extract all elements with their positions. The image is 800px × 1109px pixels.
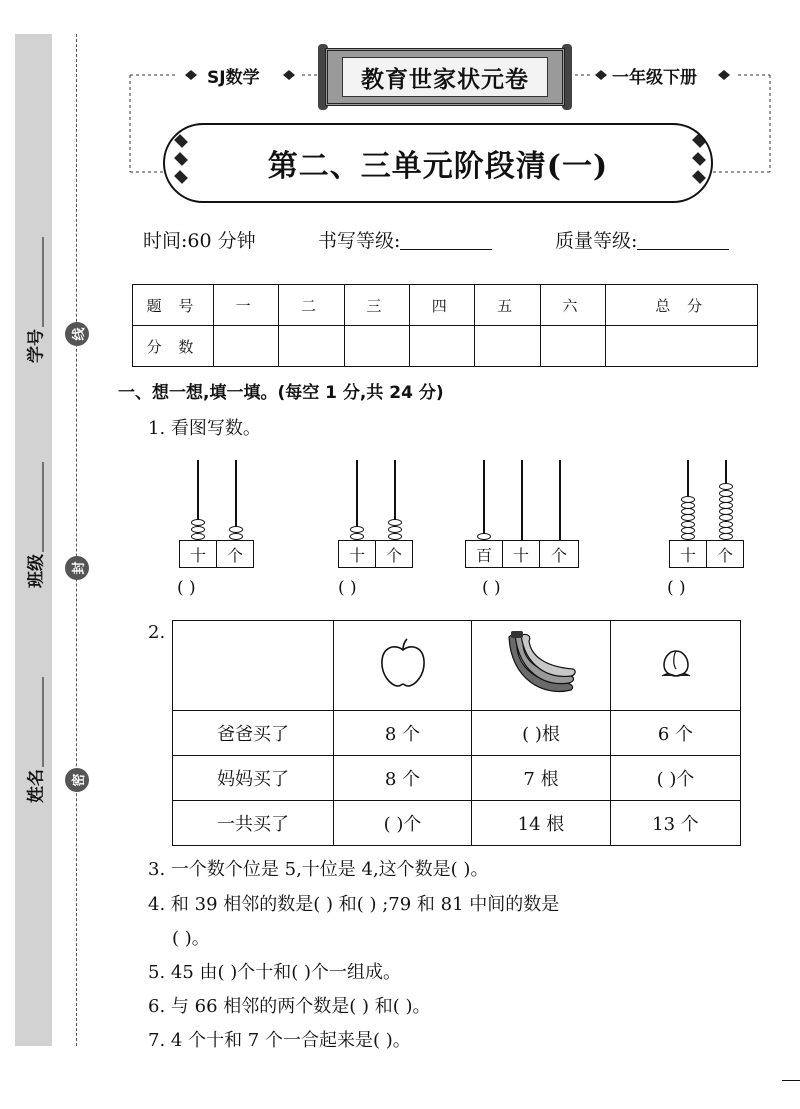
bead xyxy=(681,527,695,534)
bead xyxy=(681,521,695,528)
question-3: 3. 一个数个位是 5,十位是 4,这个数是( )。 xyxy=(148,859,489,880)
time-info: 时间:60 分钟 xyxy=(143,230,256,252)
answer-a[interactable]: ( ) xyxy=(177,578,196,598)
cell: 8 个 xyxy=(334,711,472,756)
answer-cell[interactable]: ( )根 xyxy=(472,711,611,756)
fruit-row-mom xyxy=(173,756,741,801)
abacus-c xyxy=(465,458,579,570)
page-mark xyxy=(782,1080,800,1081)
row-label: 分 数 xyxy=(133,326,214,367)
answer-c[interactable]: ( ) xyxy=(482,578,501,598)
writing-grade: 书写等级: xyxy=(318,226,492,253)
question-4: 4. 和 39 相邻的数是( ) 和( ) ;79 和 81 中间的数是 xyxy=(148,894,560,915)
abacus-label: 个 xyxy=(375,540,413,568)
quality-grade-blank[interactable] xyxy=(637,249,729,250)
writing-grade-blank[interactable] xyxy=(400,249,492,250)
bead xyxy=(719,502,733,509)
score-header-row xyxy=(133,285,758,326)
subject-tag: SJ数学 xyxy=(207,68,260,88)
abacus-label: 个 xyxy=(216,540,254,568)
quality-grade: 质量等级: xyxy=(555,226,729,253)
abacus-d xyxy=(669,458,745,570)
score-cell[interactable] xyxy=(214,326,279,367)
class-blank[interactable] xyxy=(43,462,44,552)
score-cell[interactable] xyxy=(540,326,605,367)
answer-b[interactable]: ( ) xyxy=(338,578,357,598)
fruit-row-dad xyxy=(173,711,741,756)
name-label: 姓名 xyxy=(22,677,47,803)
bead xyxy=(719,521,733,528)
question-4-cont: ( )。 xyxy=(172,928,210,949)
abacus-label: 个 xyxy=(706,540,744,568)
apple-cell xyxy=(334,621,472,711)
col-4: 四 xyxy=(410,285,475,326)
col-2: 二 xyxy=(279,285,344,326)
apple-icon xyxy=(378,637,428,689)
bead xyxy=(719,490,733,497)
bead xyxy=(719,496,733,503)
student-number-blank[interactable] xyxy=(43,237,44,327)
question-1: 1. 看图写数。 xyxy=(148,418,261,439)
bead xyxy=(681,496,695,503)
page-title: 第二、三单元阶段清(一) xyxy=(163,123,713,203)
row-label: 一共买了 xyxy=(173,801,334,846)
bead xyxy=(719,527,733,534)
abacus-label: 十 xyxy=(179,540,217,568)
score-cell[interactable] xyxy=(279,326,344,367)
peach-icon xyxy=(658,645,694,681)
abacus-label: 个 xyxy=(539,540,579,568)
banana-cell xyxy=(472,621,611,711)
brand-title: 教育世家状元卷 xyxy=(342,57,548,97)
bead xyxy=(719,533,733,540)
row-label: 爸爸买了 xyxy=(173,711,334,756)
empty-corner xyxy=(173,621,334,711)
bead xyxy=(719,483,733,490)
score-value-row xyxy=(133,326,758,367)
bead xyxy=(681,514,695,521)
fruit-table xyxy=(172,620,741,846)
cell: 13 个 xyxy=(611,801,741,846)
score-cell[interactable] xyxy=(344,326,409,367)
cell: 6 个 xyxy=(611,711,741,756)
bead xyxy=(719,514,733,521)
question-6: 6. 与 66 相邻的两个数是( ) 和( )。 xyxy=(148,996,431,1017)
score-cell[interactable] xyxy=(475,326,540,367)
grade-tag: 一年级下册 xyxy=(612,68,697,88)
abacus-label: 十 xyxy=(338,540,376,568)
col-6: 六 xyxy=(540,285,605,326)
question-5: 5. 45 由( )个十和( )个一组成。 xyxy=(148,962,402,983)
section-title: 一、想一想,填一填。(每空 1 分,共 24 分) xyxy=(118,383,444,403)
header-label: 题 号 xyxy=(133,285,214,326)
score-cell[interactable] xyxy=(606,326,758,367)
fruit-row-total xyxy=(173,801,741,846)
col-1: 一 xyxy=(214,285,279,326)
bead xyxy=(681,533,695,540)
col-total: 总 分 xyxy=(606,285,758,326)
question-7: 7. 4 个十和 7 个一合起来是( )。 xyxy=(148,1030,411,1051)
abacus-label: 十 xyxy=(502,540,540,568)
class-label: 班级 xyxy=(22,462,47,588)
score-table xyxy=(132,284,758,367)
col-5: 五 xyxy=(475,285,540,326)
banana-icon xyxy=(503,631,579,695)
cell: 14 根 xyxy=(472,801,611,846)
student-number-label: 学号 xyxy=(22,237,47,363)
name-blank[interactable] xyxy=(43,677,44,767)
cell: 8 个 xyxy=(334,756,472,801)
score-cell[interactable] xyxy=(410,326,475,367)
question-2-number: 2. xyxy=(148,622,166,643)
answer-cell[interactable]: ( )个 xyxy=(334,801,472,846)
abacus-a xyxy=(179,458,255,570)
col-3: 三 xyxy=(344,285,409,326)
fruit-header-row xyxy=(173,621,741,711)
answer-d[interactable]: ( ) xyxy=(667,578,686,598)
bead xyxy=(681,502,695,509)
brand-scroll xyxy=(325,48,565,106)
answer-cell[interactable]: ( )个 xyxy=(611,756,741,801)
seal-xian: 线 xyxy=(65,322,89,346)
seal-mi: 密 xyxy=(65,768,89,792)
seal-feng: 封 xyxy=(65,556,89,580)
peach-cell xyxy=(611,621,741,711)
row-label: 妈妈买了 xyxy=(173,756,334,801)
abacus-label: 十 xyxy=(669,540,707,568)
cell: 7 根 xyxy=(472,756,611,801)
abacus-label: 百 xyxy=(465,540,503,568)
abacus-b xyxy=(338,458,414,570)
